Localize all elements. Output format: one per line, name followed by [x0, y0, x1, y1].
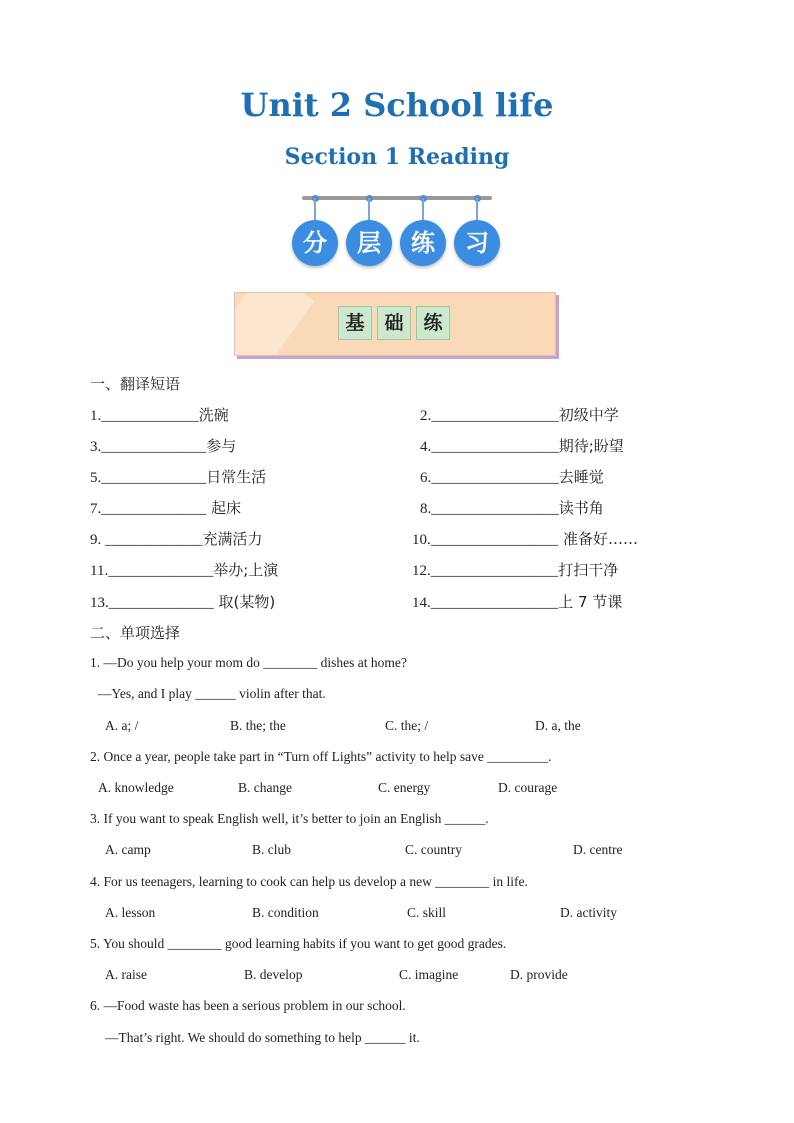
question-4-option-a: A. lesson: [105, 905, 156, 920]
banner-char-1: 基: [338, 306, 372, 340]
phrase-item: 6._________________去睡觉: [420, 468, 604, 486]
phrase-item: 7.______________ 起床: [90, 499, 242, 517]
question-5-option-c: C. imagine: [399, 967, 459, 982]
phrase-item: 3.______________参与: [90, 437, 237, 455]
bubble-xi: 习: [454, 220, 500, 266]
question-2-option-b: B. change: [238, 780, 292, 795]
question-4-option-d: D. activity: [560, 905, 617, 920]
question-2-option-a: A. knowledge: [98, 780, 174, 795]
bubble-ceng: 层: [346, 220, 392, 266]
question-3-option-d: D. centre: [573, 842, 623, 857]
page-title: Unit 2 School life: [240, 86, 554, 124]
page-subtitle: Section 1 Reading: [284, 144, 510, 170]
phrase-item: 2._________________初级中学: [420, 406, 619, 424]
question-3-option-a: A. camp: [105, 842, 151, 857]
question-4-stem: 4. For us teenagers, learning to cook can help us develop a new ________ in life.: [90, 874, 528, 889]
question-1-stem: 1. —Do you help your mom do ________ dishes at home?: [90, 655, 407, 670]
question-5-stem: 5. You should ________ good learning habits if you want to get good grades.: [90, 936, 507, 951]
question-3-option-b: B. club: [252, 842, 291, 857]
phrase-item: 12._________________打扫干净: [412, 561, 619, 579]
question-3-stem: 3. If you want to speak English well, it’s better to join an English ______.: [90, 811, 489, 826]
question-1-stem-2: —Yes, and I play ______ violin after that.: [98, 686, 326, 701]
question-5-option-b: B. develop: [244, 967, 303, 982]
phrase-item: 11.______________举办;上演: [90, 561, 279, 579]
question-6-stem-2: —That’s right. We should do something to help ______ it.: [105, 1030, 420, 1045]
question-4-option-b: B. condition: [252, 905, 319, 920]
question-1-option-b: B. the; the: [230, 718, 286, 733]
section-heading-translate: 一、翻译短语: [90, 375, 181, 393]
question-6-stem: 6. —Food waste has been a serious problem in our school.: [90, 998, 406, 1013]
question-2-stem: 2. Once a year, people take part in “Turn off Lights” activity to help save _________.: [90, 749, 552, 764]
section-heading-choice: 二、单项选择: [90, 624, 181, 642]
phrase-item: 13.______________ 取(某物): [90, 593, 276, 611]
question-2-option-c: C. energy: [378, 780, 431, 795]
question-1-option-a: A. a; /: [105, 718, 139, 733]
phrase-item: 8._________________读书角: [420, 499, 604, 517]
phrase-item: 10._________________ 准备好……: [412, 530, 639, 548]
question-5-option-a: A. raise: [105, 967, 147, 982]
banner-char-2: 础: [377, 306, 411, 340]
bubble-lian: 练: [400, 220, 446, 266]
question-1-option-d: D. a, the: [535, 718, 581, 733]
question-4-option-c: C. skill: [407, 905, 447, 920]
question-3-option-c: C. country: [405, 842, 462, 857]
basic-practice-banner: [234, 292, 556, 356]
question-1-option-c: C. the; /: [385, 718, 429, 733]
phrase-item: 4._________________期待;盼望: [420, 437, 624, 455]
phrase-item: 5.______________日常生活: [90, 468, 267, 486]
question-5-option-d: D. provide: [510, 967, 568, 982]
phrase-item: 14._________________上 7 节课: [412, 593, 623, 611]
question-2-option-d: D. courage: [498, 780, 558, 795]
phrase-item: 9. _____________充满活力: [90, 530, 263, 548]
bubble-fen: 分: [292, 220, 338, 266]
banner-char-3: 练: [416, 306, 450, 340]
phrase-item: 1._____________洗碗: [90, 406, 229, 424]
